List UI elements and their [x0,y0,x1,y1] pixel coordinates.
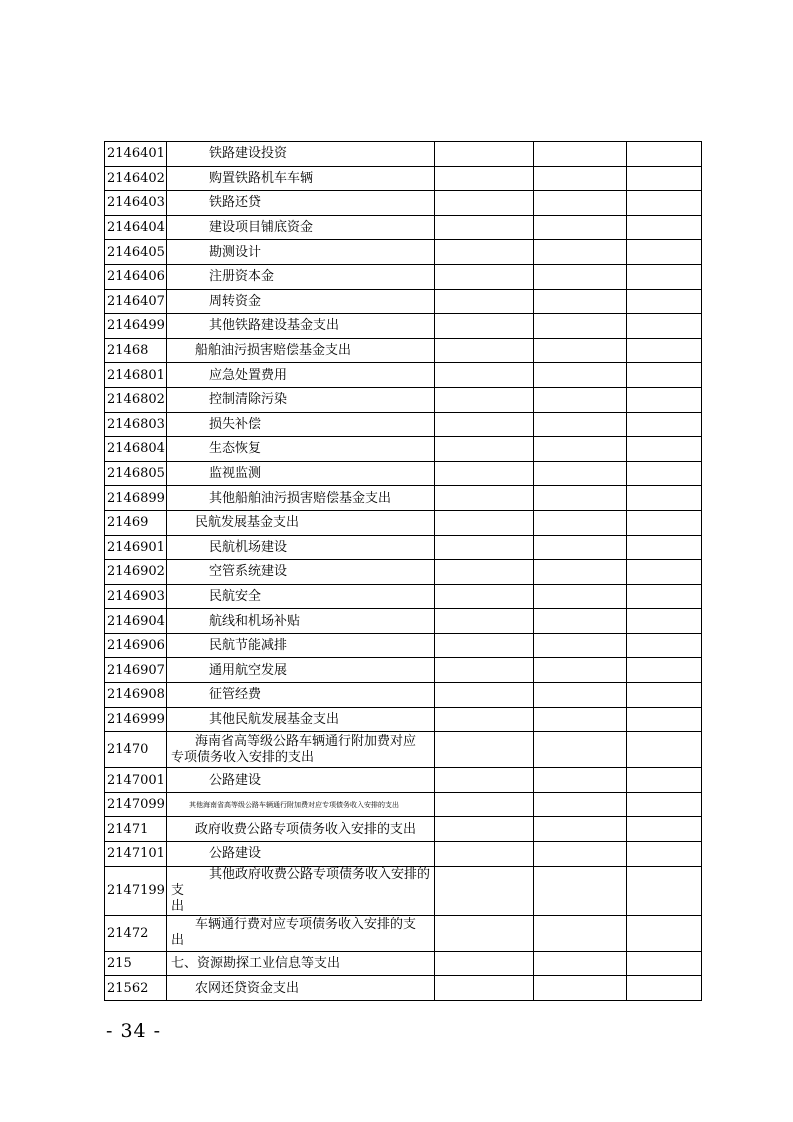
value-cell [534,215,627,240]
value-cell [435,633,534,658]
row-name: 其他民航发展基金支出 [209,711,340,727]
row-name: 控制清除污染 [209,392,288,408]
value-cell [627,584,702,609]
value-cell [627,866,702,915]
table-row [105,560,702,585]
value-cell [627,314,702,339]
table-row [105,817,702,842]
value-cell [435,191,534,216]
value-cell [627,142,702,167]
value-cell [435,289,534,314]
value-cell [627,732,702,768]
value-cell [534,486,627,511]
value-cell [627,560,702,585]
value-cell [627,842,702,867]
value-cell [435,387,534,412]
row-code: 2146907 [105,658,167,683]
table-row [105,842,702,867]
value-cell [435,166,534,191]
table-row [105,264,702,289]
value-cell [435,510,534,535]
value-cell [435,609,534,634]
table-row [105,707,702,732]
value-cell [627,633,702,658]
row-name: 七、资源勘探工业信息等支出 [171,955,341,971]
row-code: 2146804 [105,437,167,462]
value-cell [534,633,627,658]
value-cell [435,560,534,585]
row-code: 2147001 [105,768,167,793]
value-cell [534,560,627,585]
row-code: 21468 [105,338,167,363]
value-cell [534,314,627,339]
row-name: 船舶油污损害赔偿基金支出 [195,343,352,359]
value-cell [435,338,534,363]
table-row [105,240,702,265]
table-row [105,658,702,683]
value-cell [435,584,534,609]
value-cell [534,142,627,167]
value-cell [627,461,702,486]
table-row [105,633,702,658]
table-row [105,768,702,793]
value-cell [534,707,627,732]
row-code: 2146805 [105,461,167,486]
value-cell [534,732,627,768]
row-name: 民航节能减排 [209,638,288,654]
value-cell [627,437,702,462]
value-cell [627,387,702,412]
row-name: 生态恢复 [209,441,262,457]
row-name: 空管系统建设 [209,564,288,580]
value-cell [534,240,627,265]
table-row [105,915,702,951]
value-cell [627,951,702,976]
row-code: 2146402 [105,166,167,191]
row-name-line1: 海南省高等级公路车辆通行附加费对应 [195,733,417,749]
table-row [105,976,702,1001]
value-cell [627,166,702,191]
row-code: 2146902 [105,560,167,585]
row-code: 2146407 [105,289,167,314]
row-code: 2146906 [105,633,167,658]
value-cell [534,817,627,842]
value-cell [534,683,627,708]
value-cell [435,142,534,167]
row-name: 其他船舶油污损害赔偿基金支出 [209,490,392,506]
table-row [105,142,702,167]
value-cell [435,314,534,339]
value-cell [534,166,627,191]
value-cell [534,951,627,976]
row-name: 购置铁路机车车辆 [209,170,314,186]
value-cell [534,584,627,609]
value-cell [435,915,534,951]
value-cell [627,658,702,683]
value-cell [627,289,702,314]
row-name-line1: 其他政府收费公路专项债务收入安排的支 [171,866,431,898]
value-cell [435,792,534,817]
value-cell [627,915,702,951]
row-code: 215 [105,951,167,976]
row-code: 2146499 [105,314,167,339]
row-name: 勘测设计 [209,244,262,260]
row-code: 2147199 [105,866,167,915]
value-cell [627,264,702,289]
table-row [105,486,702,511]
row-name: 民航安全 [209,588,262,604]
row-code: 21472 [105,915,167,951]
table-row [105,289,702,314]
row-name: 公路建设 [209,846,262,862]
value-cell [435,866,534,915]
table-row [105,584,702,609]
value-cell [534,535,627,560]
row-name: 通用航空发展 [209,662,288,678]
value-cell [435,732,534,768]
value-cell [534,412,627,437]
value-cell [534,363,627,388]
table-row [105,951,702,976]
table-row [105,338,702,363]
table-row [105,866,702,915]
value-cell [435,535,534,560]
value-cell [534,437,627,462]
value-cell [534,191,627,216]
row-name: 注册资本金 [209,269,275,285]
value-cell [627,510,702,535]
value-cell [534,915,627,951]
row-name-line1: 车辆通行费对应专项债务收入安排的支 [195,917,417,933]
value-cell [627,535,702,560]
value-cell [435,951,534,976]
value-cell [534,866,627,915]
table-row [105,437,702,462]
row-name: 政府收费公路专项债务收入安排的支出 [195,821,417,837]
value-cell [627,817,702,842]
value-cell [627,792,702,817]
page-number: - 34 - [106,1020,162,1042]
value-cell [627,768,702,793]
value-cell [435,842,534,867]
row-code: 2147101 [105,842,167,867]
row-code: 2146401 [105,142,167,167]
value-cell [435,817,534,842]
row-name: 应急处置费用 [209,367,288,383]
table-row [105,683,702,708]
row-name: 其他海南省高等级公路车辆通行附加费对应专项债务收入安排的支出 [189,801,399,810]
row-name: 建设项目铺底资金 [209,220,314,236]
table-row [105,412,702,437]
table-row [105,609,702,634]
value-cell [627,338,702,363]
value-cell [627,707,702,732]
row-name: 民航机场建设 [209,539,288,555]
value-cell [627,240,702,265]
row-code: 2146803 [105,412,167,437]
value-cell [534,976,627,1001]
row-name: 周转资金 [209,293,262,309]
row-name: 航线和机场补贴 [209,613,301,629]
row-code: 2146406 [105,264,167,289]
row-code: 21469 [105,510,167,535]
row-code: 21470 [105,732,167,768]
value-cell [534,609,627,634]
value-cell [627,363,702,388]
row-code: 2146405 [105,240,167,265]
table-row [105,387,702,412]
row-code: 21562 [105,976,167,1001]
row-name: 铁路还贷 [209,195,262,211]
value-cell [627,976,702,1001]
table-row [105,461,702,486]
value-cell [627,215,702,240]
value-cell [627,609,702,634]
value-cell [435,461,534,486]
budget-expenditure-table [104,141,702,1001]
value-cell [534,289,627,314]
value-cell [534,510,627,535]
row-name-line2: 出 [171,933,185,949]
table-row [105,732,702,768]
row-name: 征管经费 [209,687,262,703]
row-code: 2146801 [105,363,167,388]
table-row [105,535,702,560]
value-cell [435,683,534,708]
value-cell [534,768,627,793]
value-cell [534,842,627,867]
table-row [105,510,702,535]
row-code: 2146899 [105,486,167,511]
row-name-line2: 专项债务收入安排的支出 [171,749,315,765]
value-cell [534,658,627,683]
row-code: 2146404 [105,215,167,240]
row-code: 2146904 [105,609,167,634]
value-cell [534,264,627,289]
table-row [105,215,702,240]
row-name: 损失补偿 [209,416,262,432]
value-cell [534,792,627,817]
row-code: 2146403 [105,191,167,216]
value-cell [435,768,534,793]
value-cell [435,707,534,732]
row-code: 2146802 [105,387,167,412]
value-cell [435,437,534,462]
value-cell [435,486,534,511]
table-row [105,314,702,339]
row-code: 21471 [105,817,167,842]
row-name: 农网还贷资金支出 [195,980,300,996]
row-code: 2147099 [105,792,167,817]
value-cell [627,412,702,437]
value-cell [435,363,534,388]
row-code: 2146903 [105,584,167,609]
value-cell [534,461,627,486]
value-cell [435,976,534,1001]
value-cell [534,338,627,363]
value-cell [435,240,534,265]
row-name: 监视监测 [209,466,262,482]
value-cell [435,658,534,683]
value-cell [534,387,627,412]
value-cell [627,486,702,511]
value-cell [435,412,534,437]
value-cell [435,215,534,240]
table-row [105,191,702,216]
table-row [105,166,702,191]
table-row [105,363,702,388]
row-name-line2: 出 [171,898,185,914]
row-code: 2146999 [105,707,167,732]
row-name: 其他铁路建设基金支出 [209,318,340,334]
row-name: 公路建设 [209,772,262,788]
value-cell [435,264,534,289]
value-cell [627,683,702,708]
row-name: 铁路建设投资 [209,146,288,162]
row-name: 民航发展基金支出 [195,515,300,531]
table-row [105,792,702,817]
value-cell [627,191,702,216]
row-code: 2146901 [105,535,167,560]
row-code: 2146908 [105,683,167,708]
